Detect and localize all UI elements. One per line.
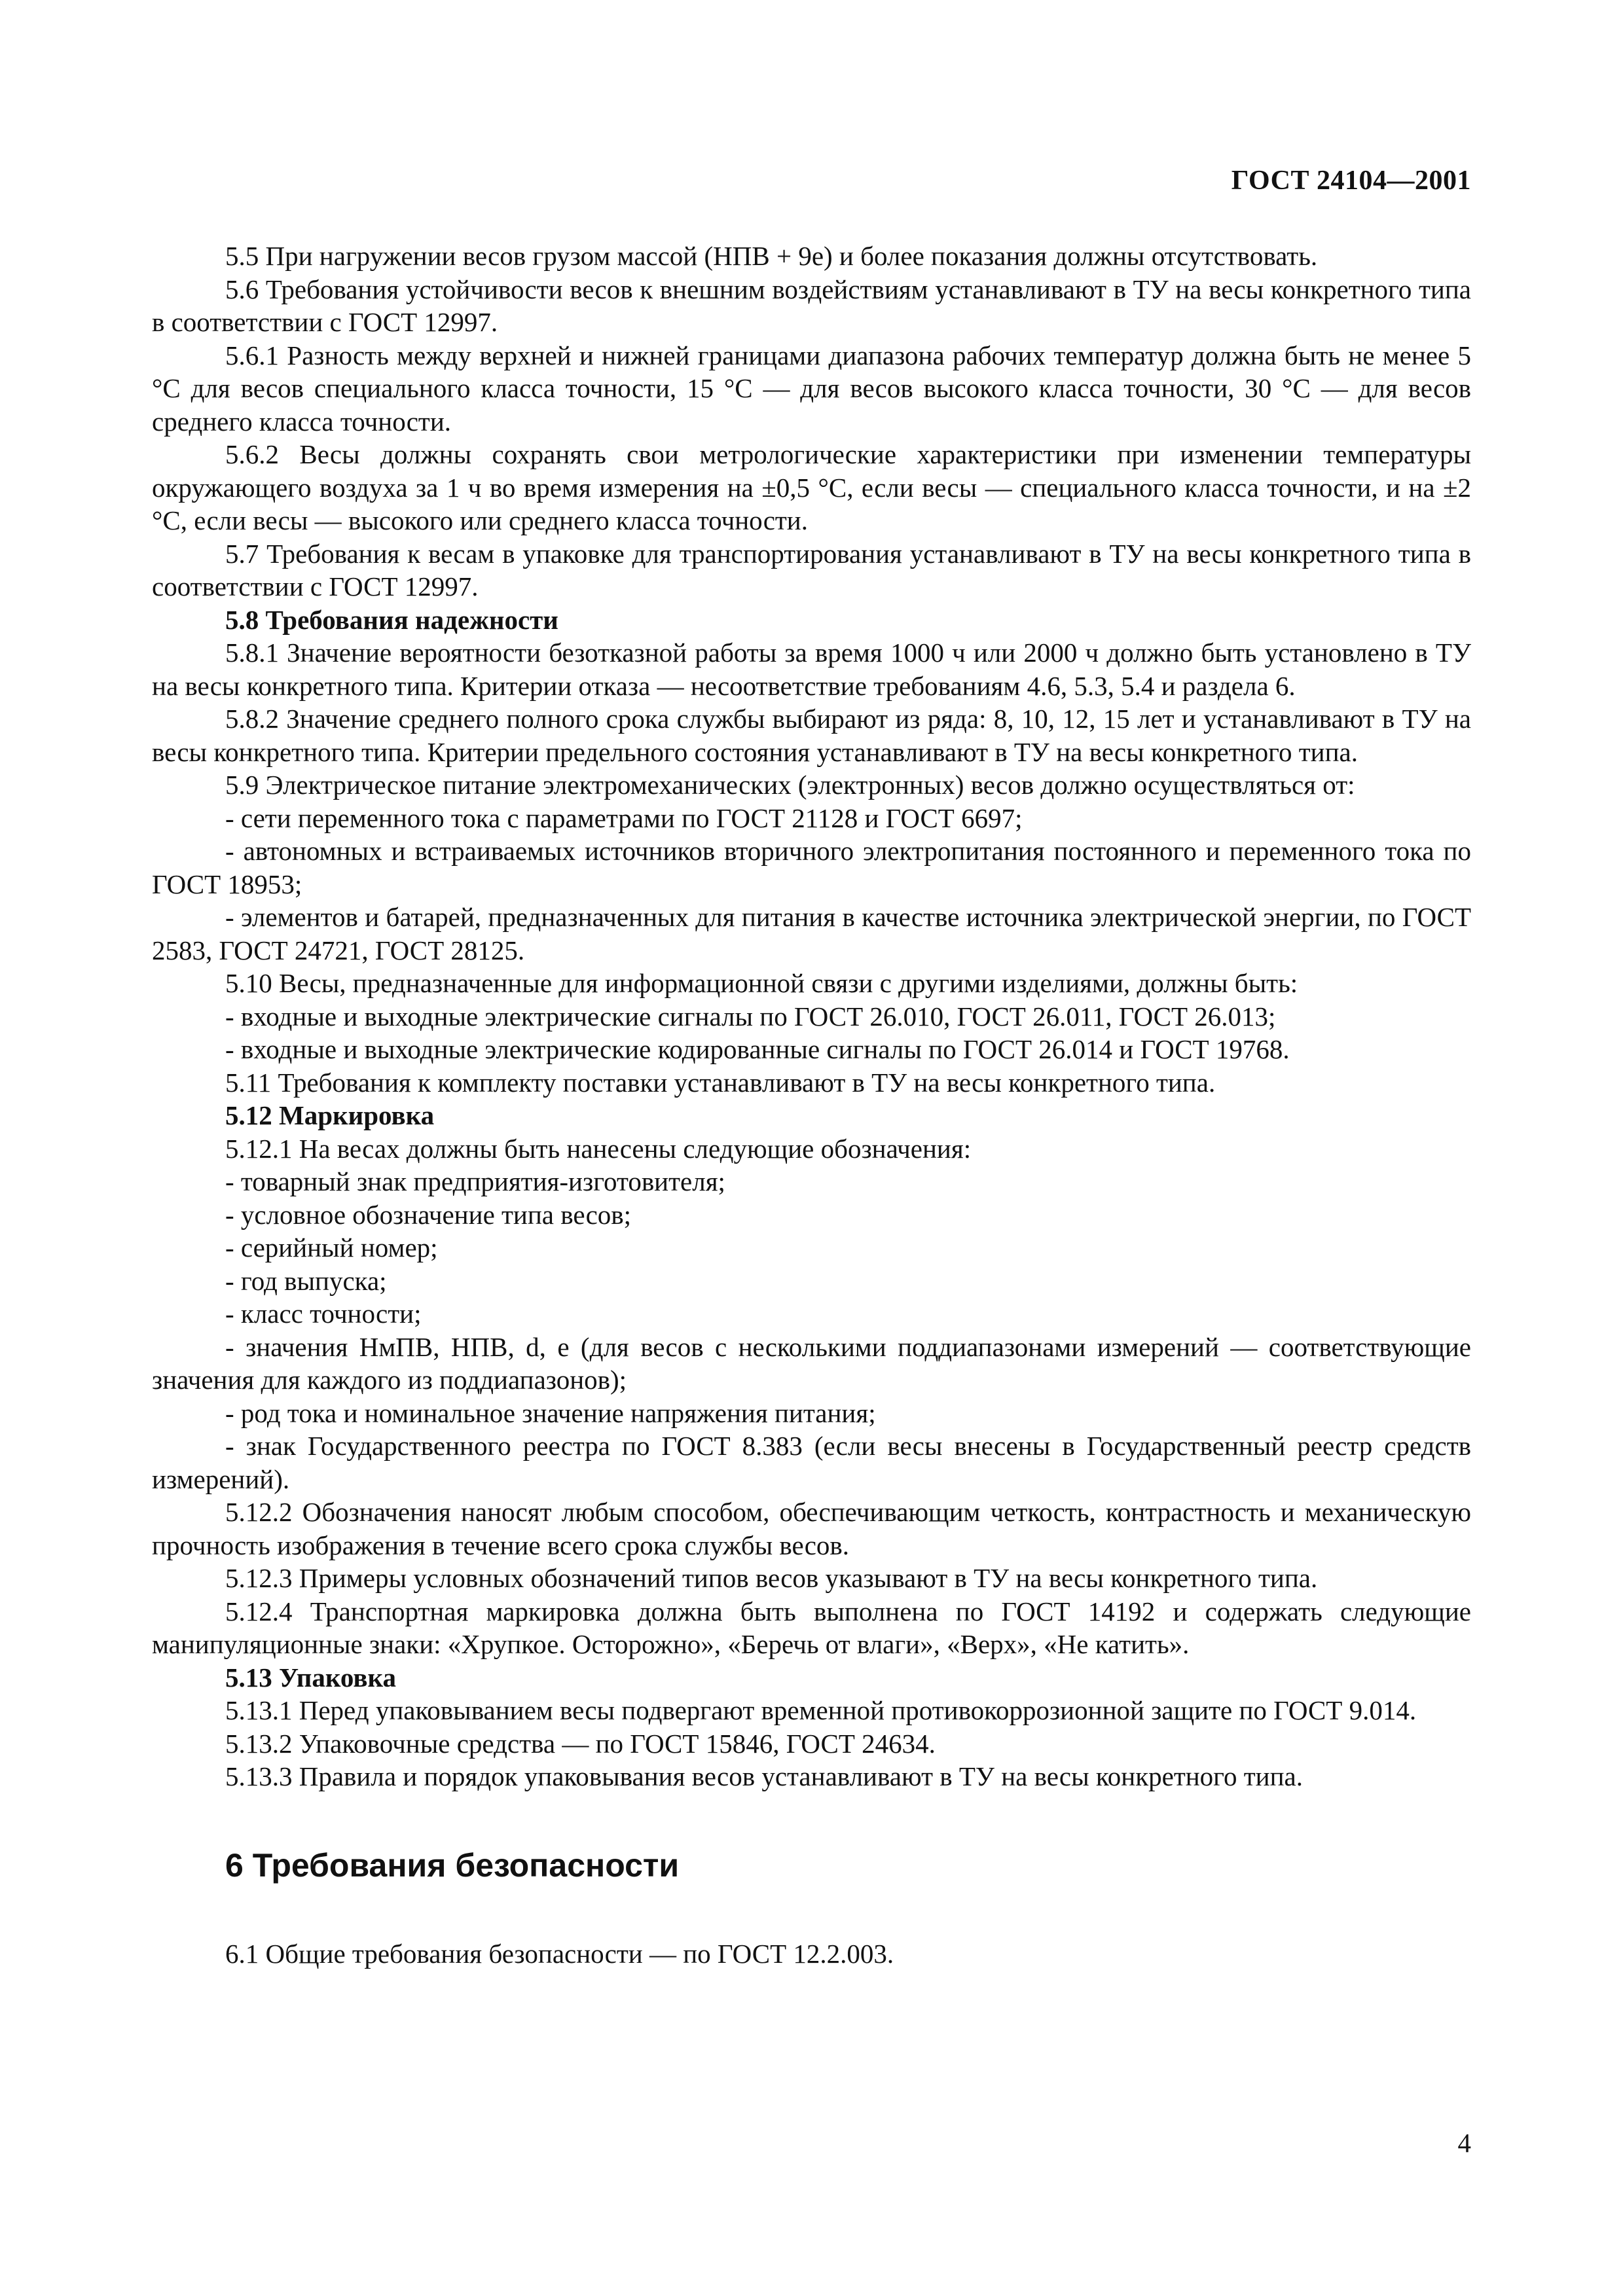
paragraph: 5.13.3 Правила и порядок упаковывания весов устанавливают в ТУ на весы конкретного типа. [225, 1761, 1303, 1791]
paragraph: 5.6.2 Весы должны сохранять свои метрологические характеристики при изменении температуры окружающего воздуха за 1 ч во время измерения на ±0,5 °С, если весы — специального класса точности, и на ±2 °С, если весы — высокого или среднего класса точности. [152, 439, 1471, 535]
paragraph: 5.8.2 Значение среднего полного срока службы выбирают из ряда: 8, 10, 12, 15 лет и устанавливают в ТУ на весы конкретного типа. Критерии предельного состояния устанавливают в ТУ на весы конкретного типа. [152, 704, 1471, 767]
paragraph: - товарный знак предприятия-изготовителя; [225, 1166, 725, 1196]
paragraph: - серийный номер; [225, 1232, 438, 1263]
paragraph: 5.10 Весы, предназначенные для информационной связи с другими изделиями, должны быть: [225, 968, 1298, 998]
section-6-paragraphs [152, 1937, 1471, 1971]
paragraph: - знак Государственного реестра по ГОСТ 8.383 (если весы внесены в Государственный реестр средств измерений). [152, 1431, 1471, 1494]
document-body [152, 240, 1471, 1970]
paragraph: - год выпуска; [225, 1265, 387, 1296]
paragraph: 5.8.1 Значение вероятности безотказной работы за время 1000 ч или 2000 ч должно быть установлено в ТУ на весы конкретного типа. Критерии отказа — несоответствие требованиям 4.6, 5.3, 5.4 и раздела 6. [152, 637, 1471, 701]
paragraph: 5.12.1 На весах должны быть нанесены следующие обозначения: [225, 1133, 972, 1164]
paragraph: 5.13.2 Упаковочные средства — по ГОСТ 15846, ГОСТ 24634. [225, 1728, 936, 1759]
paragraph: - значения НмПВ, НПВ, d, e (для весов с несколькими поддиапазонами измерений — соответствующие значения для каждого из поддиапазонов); [152, 1331, 1471, 1395]
section-5-paragraphs [152, 240, 1471, 1793]
paragraph: - класс точности; [225, 1299, 422, 1329]
paragraph: - входные и выходные электрические кодированные сигналы по ГОСТ 26.014 и ГОСТ 19768. [225, 1034, 1290, 1064]
paragraph: 6.1 Общие требования безопасности — по ГОСТ 12.2.003. [225, 1938, 894, 1969]
paragraph: 5.13.1 Перед упаковыванием весы подвергают временной противокоррозионной защите по ГОСТ 9.014. [225, 1695, 1417, 1725]
paragraph: - входные и выходные электрические сигналы по ГОСТ 26.010, ГОСТ 26.011, ГОСТ 26.013; [225, 1001, 1276, 1031]
paragraph: 5.5 При нагружении весов грузом массой (НПВ + 9е) и более показания должны отсутствовать. [225, 241, 1318, 271]
subsection-heading: 5.8 Требования надежности [225, 604, 558, 635]
paragraph: - элементов и батарей, предназначенных для питания в качестве источника электрической энергии, по ГОСТ 2583, ГОСТ 24721, ГОСТ 28125. [152, 902, 1471, 965]
paragraph: 5.12.2 Обозначения наносят любым способом, обеспечивающим четкость, контрастность и механическую прочность изображения в течение всего срока службы весов. [152, 1497, 1471, 1560]
document-designation: ГОСТ 24104—2001 [1231, 166, 1471, 196]
paragraph: - род тока и номинальное значение напряжения питания; [225, 1397, 876, 1428]
subsection-heading: 5.13 Упаковка [225, 1662, 397, 1693]
paragraph: - сети переменного тока с параметрами по ГОСТ 21128 и ГОСТ 6697; [225, 802, 1023, 833]
paragraph: 5.7 Требования к весам в упаковке для транспортирования устанавливают в ТУ на весы конкретного типа в соответствии с ГОСТ 12997. [152, 538, 1471, 601]
paragraph: 5.12.3 Примеры условных обозначений типов весов указывают в ТУ на весы конкретного типа. [225, 1563, 1318, 1593]
paragraph: 5.6 Требования устойчивости весов к внешним воздействиям устанавливают в ТУ на весы конкретного типа в соответствии с ГОСТ 12997. [152, 274, 1471, 337]
paragraph: - автономных и встраиваемых источников вторичного электропитания постоянного и переменного тока по ГОСТ 18953; [152, 836, 1471, 899]
paragraph: 5.9 Электрическое питание электромеханических (электронных) весов должно осуществляться от: [225, 770, 1355, 800]
paragraph: 5.11 Требования к комплекту поставки устанавливают в ТУ на весы конкретного типа. [225, 1067, 1216, 1098]
paragraph: - условное обозначение типа весов; [225, 1199, 632, 1230]
section-6-heading: 6 Требования безопасности [225, 1846, 680, 1884]
subsection-heading: 5.12 Маркировка [225, 1100, 435, 1130]
paragraph: 5.6.1 Разность между верхней и нижней границами диапазона рабочих температур должна быть не менее 5 °С для весов специального класса точности, 15 °С — для весов высокого класса точности, 30 °С — для весов среднего класса точности. [152, 340, 1471, 437]
paragraph: 5.12.4 Транспортная маркировка должна быть выполнена по ГОСТ 14192 и содержать следующие манипуляционные знаки: «Хрупкое. Осторожно», «Беречь от влаги», «Верх», «Не катить». [152, 1596, 1471, 1659]
page-number: 4 [1457, 2128, 1471, 2158]
